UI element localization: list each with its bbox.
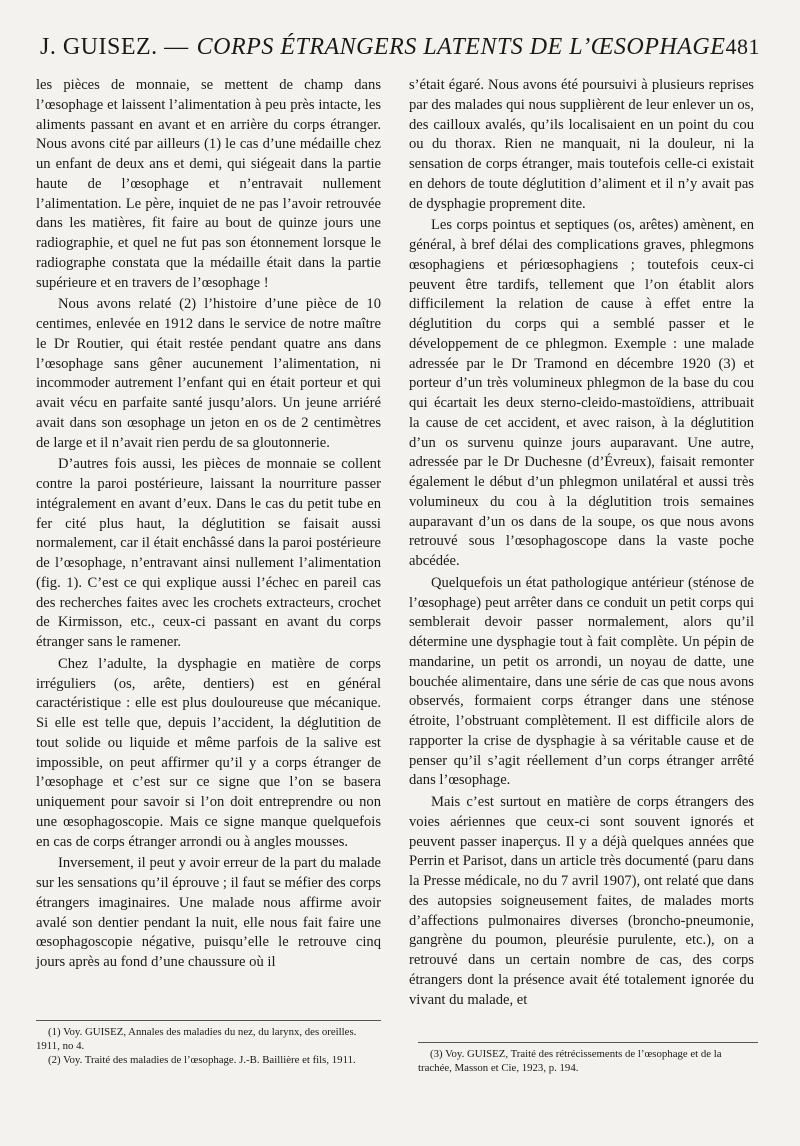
header-author: J. GUISEZ. — xyxy=(40,34,189,60)
left-column xyxy=(36,76,381,973)
footnotes-left xyxy=(36,1020,381,1067)
right-column xyxy=(409,76,754,1010)
paragraph: s’était égaré. Nous avons été poursuivi à plusieurs reprises par des malades qui nous supplièrent de leur enlever un os, des cailloux avalés, qu’ils localisaient en un point du cou ou du thorax. Rien ne manquait, ni la douleur, ni la sensation de corps étranger, mais toutefois celle-ci existait en dehors de toute déglutition d’aliment et il n’y avait pas de dysphagie proprement dite. xyxy=(409,77,754,212)
running-header xyxy=(40,34,760,68)
paragraph: D’autres fois aussi, les pièces de monnaie se collent contre la paroi postérieure, laissant la nourriture passer intégralement en avant d’eux. Dans le cas du petit tube en fer cité plus haut, la déglutition se faisait aussi normalement, car il était enchâssé dans la paroi postérieure de l’œsophage, n’entravant ainsi nullement l’alimentation (fig. 1). C’est ce qui explique aussi l’échec en pareil cas des recherches faites avec les crochets extracteurs, crochet de Kirmisson, etc., ceux-ci passant en avant du corps étranger sans le ramener. xyxy=(36,456,381,650)
footnote-divider xyxy=(36,1020,381,1021)
paragraph: les pièces de monnaie, se mettent de champ dans l’œsophage et laissent l’alimentation à peu près intacte, les aliments passant en avant et en arrière du corps étranger. Nous avons cité par ailleurs (1) le cas d’une médaille chez un enfant de deux ans et demi, qui siégeait dans la partie haute de l’œsophage et n’entravait nullement l’alimentation. Le père, inquiet de ne pas l’avoir retrouvée dans les matières, fit faire au bout de quinze jours une radiographie, et quel ne fut pas son étonnement lorsque le radiographe constata que la médaille était dans la partie supérieure et en travers de l’œsophage ! xyxy=(36,77,381,291)
header-title: CORPS ÉTRANGERS LATENTS DE L’ŒSOPHAGE xyxy=(196,34,726,60)
paragraph: Nous avons relaté (2) l’histoire d’une pièce de 10 centimes, enlevée en 1912 dans le service de notre maître le Dr Routier, qui était restée pendant quatre ans dans l’œsophage sans gêner aucunement l’alimentation, ni incommoder autrement l’enfant qui en était porteur et qui avait vécu en parfaite santé jusqu’alors. Un jeune arriéré avait dans son œsophage un jeton en os de 2 centimètres de large et il n’avait rien perdu de sa gloutonnerie. xyxy=(36,296,381,451)
footnote: (3) Voy. GUISEZ, Traité des rétrécissements de l’œsophage et de la trachée, Masson et Cie, 1923, p. 194. xyxy=(418,1048,722,1074)
footnote: (2) Voy. Traité des maladies de l’œsophage. J.-B. Baillière et fils, 1911. xyxy=(48,1054,356,1066)
paragraph: Les corps pointus et septiques (os, arêtes) amènent, en général, à bref délai des complications graves, phlegmons œsophagiens et périœsophagiens ; toutefois ceux-ci peuvent être tardifs, tellement que l’on établit alors difficilement la relation de cause à effet entre la déglutition du corps qui a semblé passer et le développement de ce phlegmon. Exemple : une malade adressée par le Dr Tramond en décembre 1920 (3) et porteur d’un très volumineux phlegmon de la base du cou qui écartait les deux sterno-cleido-mastoïdiens, attribuait la cause de cet accident, et avec raison, à la déglutition d’un os survenu quinze jours auparavant. Une autre, adressée par le Dr Duchesne (d’Évreux), faisait remonter également le début d’un phlegmon unilatéral et aussi très volumineux du cou à la déglutition trois semaines auparavant d’un os dans de la soupe, os que nous avons retrouvé sous l’œsophagoscope dans la vaste poche abcédée. xyxy=(409,217,754,569)
page-number: 481 xyxy=(725,34,760,59)
footnotes-right xyxy=(418,1042,758,1075)
footnote: (1) Voy. GUISEZ, Annales des maladies du nez, du larynx, des oreilles. 1911, no 4. xyxy=(36,1026,357,1052)
paragraph: Mais c’est surtout en matière de corps étrangers des voies aériennes que ceux-ci sont souvent ignorés et peuvent passer inaperçus. Il y a déjà quelques années que Perrin et Parisot, dans un article très documenté (paru dans la Presse médicale, no du 7 avril 1907), ont relaté que dans des autopsies soigneusement faites, de malades morts d’affections pulmonaires diverses (broncho-pneumonie, gangrène du poumon, pleurésie purulente, etc.), on a retrouvé dans un certain nombre de cas, des corps étrangers dont la présence avait été totalement ignorée du vivant du malade, et xyxy=(409,794,754,1008)
paragraph: Quelquefois un état pathologique antérieur (sténose de l’œsophage) peut arrêter dans ce conduit un petit corps qui semblerait devoir passer normalement, alors qu’il détermine une dysphagie tout à fait complète. Un pépin de mandarine, un petit os arrondi, un noyau de datte, une bouchée alimentaire, dans une série de cas que nous avons observés, formaient corps étranger dans une sténose étroite, l’obstruant complètement. Il est difficile alors de rapporter la crise de dysphagie à sa véritable cause et de penser qu’il s’agit réellement d’un corps étranger arrêté dans l’œsophage. xyxy=(409,574,754,789)
footnote-divider xyxy=(418,1042,758,1043)
paragraph: Chez l’adulte, la dysphagie en matière de corps irréguliers (os, arête, dentiers) est en général caractéristique : elle est plus douloureuse que mécanique. Si elle est telle que, depuis l’accident, la déglutition de tout solide ou liquide et même parfois de la salive est impossible, on peut affirmer qu’il y a corps étranger de l’œsophage et c’est sur ce signe que l’on se basera uniquement pour savoir si l’on doit entreprendre ou non une œsophagoscopie. Mais ce signe manque quelquefois en cas de corps étranger arrondi ou à angles mousses. xyxy=(36,655,381,850)
paragraph: Inversement, il peut y avoir erreur de la part du malade sur les sensations qu’il éprouve ; il faut se méfier des corps étrangers imaginaires. Une malade nous affirme avoir avalé son dentier pendant la nuit, elle nous fait faire une œsophagoscopie négative, puisqu’elle le retrouve cinq jours après au fond d’une chaussure où il xyxy=(36,855,381,970)
